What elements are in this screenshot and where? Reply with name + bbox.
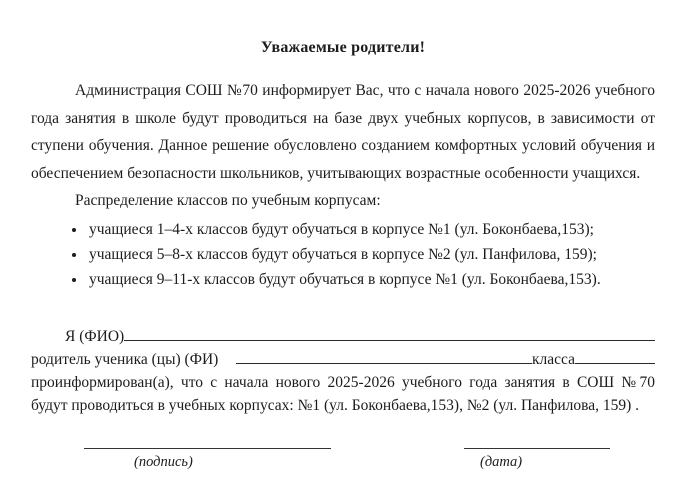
class-blank-line — [575, 359, 655, 364]
document-title: Уважаемые родители! — [260, 39, 426, 56]
date-column — [464, 448, 610, 471]
intro-paragraph: Администрация СОШ №70 информирует Вас, что с начала нового 2025-2026 учебного года занятия в школе будут проводиться на базе двух учебных корпусов, в зависимости от ступени обучения. Данное решение обусловлено созданием комфортных условий обучения и обеспечением безопасности школьников, учитывающих возрастные особенности учащихся. — [31, 82, 655, 182]
parent-row — [31, 348, 655, 371]
signature-blank-line — [84, 448, 331, 449]
corpus-list — [31, 217, 655, 293]
list-item-grades-1-4: • учащиеся 1–4-х классов будут обучаться в корпусе №1 (ул. Боконбаева,153); — [87, 217, 655, 242]
list-item-grades-9-11: • учащиеся 9–11-х классов будут обучаться в корпусе №1 (ул. Боконбаева,153). — [87, 267, 655, 292]
list-item-grades-5-8: • учащиеся 5–8-х классов будут обучаться в корпусе №2 (ул. Панфилова, 159); — [87, 242, 655, 267]
date-caption: (дата) — [480, 454, 523, 471]
parent-label: родитель ученика (цы) (ФИ) — [31, 351, 219, 369]
fio-blank-line — [124, 336, 655, 341]
signature-block — [84, 448, 610, 471]
acknowledgment-statement: проинформирован(а), что с начала нового 2025-2026 учебного года занятия в СОШ №70 будут проводиться в учебных корпусах: №1 (ул. Боконбаева,153), №2 (ул. Панфилова, 159) . — [31, 374, 655, 415]
fio-label: Я (ФИО) — [65, 328, 125, 346]
student-name-blank-line — [236, 359, 532, 364]
fio-row — [31, 325, 655, 348]
date-blank-line — [464, 448, 610, 449]
class-label: класса — [532, 351, 575, 369]
distribution-heading: Распределение классов по учебным корпусам: — [75, 192, 381, 209]
acknowledgment-section — [31, 325, 655, 417]
signature-column — [84, 448, 331, 471]
signature-caption: (подпись) — [134, 454, 193, 471]
